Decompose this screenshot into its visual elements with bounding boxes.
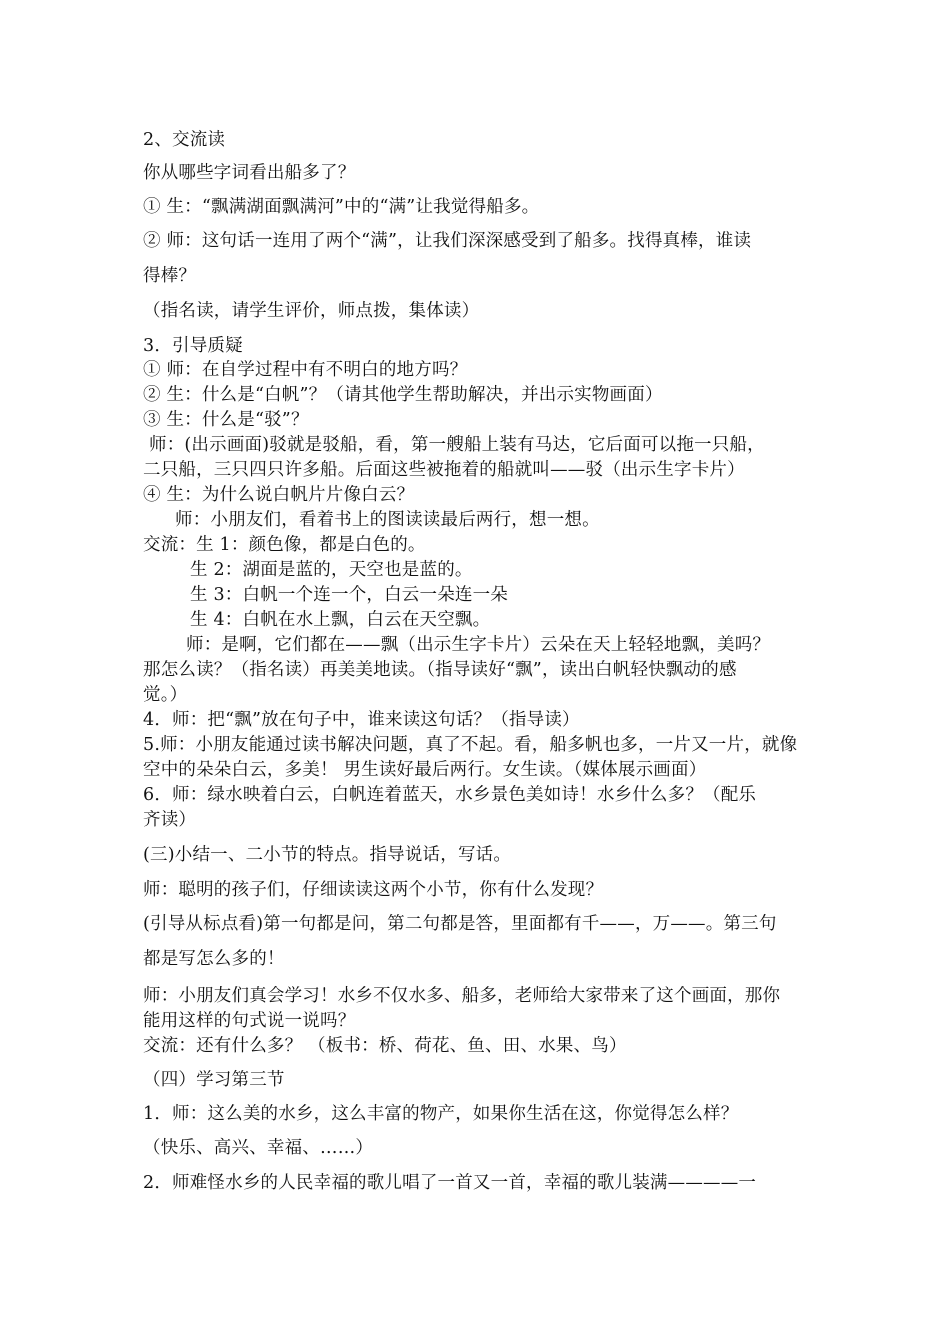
section-heading: 3．引导质疑 bbox=[143, 336, 243, 356]
paragraph-line: 都是写怎么多的！ bbox=[143, 949, 285, 969]
paragraph-line: （快乐、高兴、幸福、……） bbox=[143, 1138, 374, 1158]
paragraph-line: 1．师：这么美的水乡，这么丰富的物产，如果你生活在这，你觉得怎么样？ bbox=[143, 1104, 739, 1124]
section-heading: 2、交流读 bbox=[143, 130, 226, 150]
paragraph-line: 空中的朵朵白云，多美！ 男生读好最后两行。女生读。（媒体展示画面） bbox=[143, 760, 707, 780]
paragraph-line: ② 师：这句话一连用了两个“满”，让我们深深感受到了船多。找得真棒，谁读 bbox=[143, 231, 752, 251]
paragraph-line: 得棒？ bbox=[143, 266, 197, 286]
paragraph-line: 6．师：绿水映着白云，白帆连着蓝天，水乡景色美如诗！水乡什么多？（配乐 bbox=[143, 785, 757, 805]
paragraph-line: （指名读，请学生评价，师点拨，集体读） bbox=[143, 301, 480, 321]
paragraph-line: 生 3：白帆一个连一个，白云一朵连一朵 bbox=[190, 585, 508, 605]
paragraph-line: 交流：还有什么多？ （板书：桥、荷花、鱼、田、水果、鸟） bbox=[143, 1036, 627, 1056]
paragraph-line: 你从哪些字词看出船多了？ bbox=[143, 163, 356, 183]
paragraph-line: 师：是啊，它们都在——飘（出示生字卡片）云朵在天上轻轻地飘，美吗？ bbox=[186, 635, 771, 655]
paragraph-line: 生 2：湖面是蓝的，天空也是蓝的。 bbox=[190, 560, 473, 580]
paragraph-line: ④ 生：为什么说白帆片片像白云？ bbox=[143, 485, 415, 505]
paragraph-line: 那怎么读？（指名读）再美美地读。（指导读好“飘”，读出白帆轻快飘动的感 bbox=[143, 660, 737, 680]
paragraph-line: ① 师：在自学过程中有不明白的地方吗？ bbox=[143, 360, 468, 380]
paragraph-line: ③ 生：什么是“驳”？ bbox=[143, 410, 309, 430]
paragraph-line: 齐读） bbox=[143, 810, 197, 830]
paragraph-line: 觉。） bbox=[143, 685, 188, 705]
paragraph-line: ② 生：什么是“白帆”？（请其他学生帮助解决，并出示实物画面） bbox=[143, 385, 663, 405]
paragraph-line: (引导从标点看)第一句都是问，第二句都是答，里面都有千——，万——。第三句 bbox=[143, 914, 777, 934]
section-heading: （四）学习第三节 bbox=[143, 1070, 285, 1090]
paragraph-line: 5.师：小朋友能通过读书解决问题，真了不起。看，船多帆也多，一片又一片，就像 bbox=[143, 735, 798, 755]
paragraph-line: 生 4：白帆在水上飘，白云在天空飘。 bbox=[190, 610, 491, 630]
paragraph-line: 4．师：把“飘”放在句子中，谁来读这句话？（指导读） bbox=[143, 710, 580, 730]
paragraph-line: 2．师难怪水乡的人民幸福的歌儿唱了一首又一首，幸福的歌儿装满————一 bbox=[143, 1173, 757, 1193]
section-heading: (三)小结一、二小节的特点。指导说话，写话。 bbox=[143, 845, 512, 865]
paragraph-line: 师：小朋友们真会学习！水乡不仅水多、船多，老师给大家带来了这个画面，那你 bbox=[143, 986, 781, 1006]
paragraph-line: ① 生：“飘满湖面飘满河”中的“满”让我觉得船多。 bbox=[143, 197, 540, 217]
paragraph-line: 交流：生 1：颜色像，都是白色的。 bbox=[143, 535, 426, 555]
paragraph-line: 师：(出示画面)驳就是驳船，看，第一艘船上装有马达，它后面可以拖一只船， bbox=[149, 435, 765, 455]
paragraph-line: 能用这样的句式说一说吗？ bbox=[143, 1011, 356, 1031]
paragraph-line: 师：小朋友们，看着书上的图读读最后两行，想一想。 bbox=[175, 510, 600, 530]
paragraph-line: 师：聪明的孩子们，仔细读读这两个小节，你有什么发现？ bbox=[143, 880, 604, 900]
paragraph-line: 二只船，三只四只许多船。后面这些被拖着的船就叫——驳（出示生字卡片） bbox=[143, 460, 745, 480]
